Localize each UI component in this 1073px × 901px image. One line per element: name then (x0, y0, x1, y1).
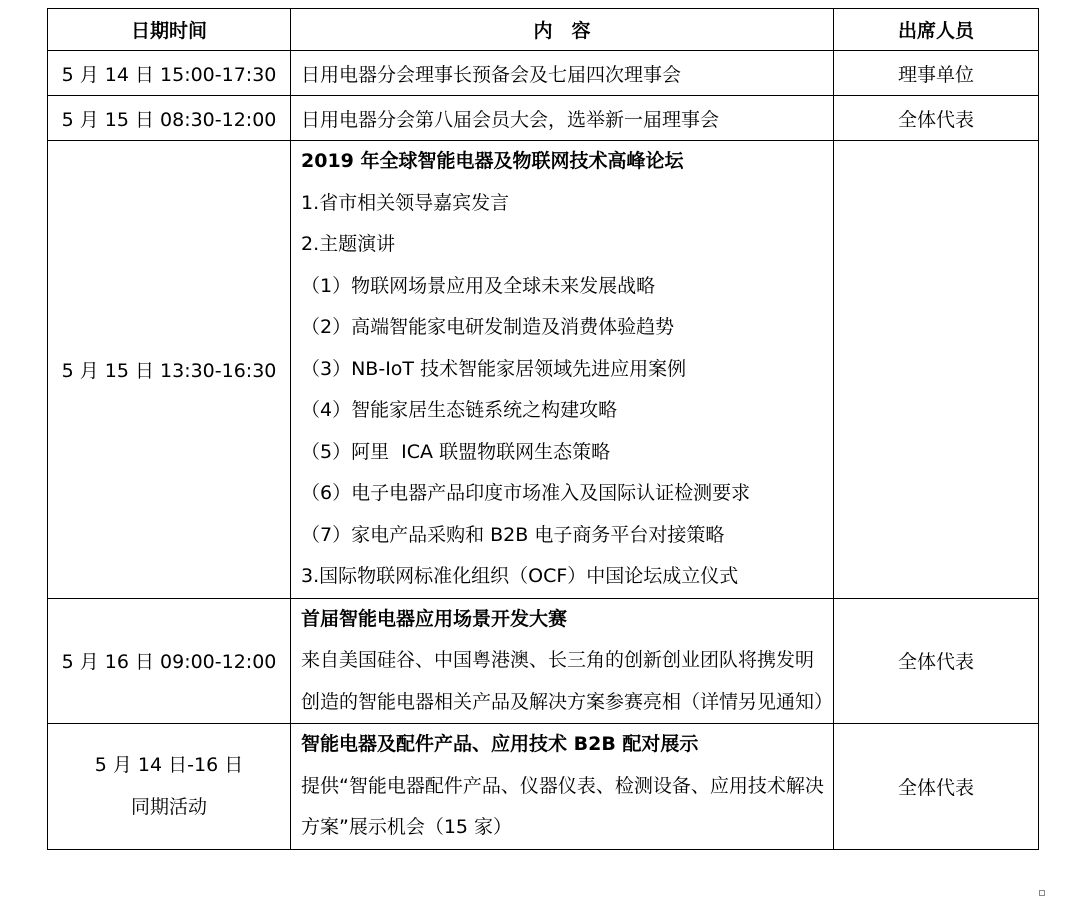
row-content: 日用电器分会理事长预备会及七届四次理事会 (291, 51, 834, 96)
row-content: 日用电器分会第八届会员大会，选举新一届理事会 (291, 96, 834, 141)
row-attendees: 全体代表 (834, 724, 1039, 850)
agenda-item: （5）阿里 ICA 联盟物联网生态策略 (301, 440, 611, 463)
page-corner-mark (1039, 890, 1045, 896)
table-row (48, 598, 1039, 724)
row-date (48, 724, 291, 850)
row-attendees: 全体代表 (834, 598, 1039, 724)
table-row (48, 724, 1039, 850)
row-content (291, 598, 834, 724)
table-row (48, 141, 1039, 599)
header-attendees: 出席人员 (834, 9, 1039, 51)
row-attendees (834, 141, 1039, 599)
row-date: 5 月 14 日 15:00-17:30 (48, 51, 291, 96)
row-date: 5 月 15 日 08:30-12:00 (48, 96, 291, 141)
row-content (291, 724, 834, 850)
agenda-item: 2.主题演讲 (301, 233, 396, 255)
row-date-note: 同期活动 (130, 796, 207, 819)
header-content: 内 容 (291, 9, 834, 51)
row-attendees: 理事单位 (834, 51, 1039, 96)
schedule-table (47, 8, 1039, 850)
header-row (48, 9, 1039, 51)
expo-title: 智能电器及配件产品、应用技术 B2B 配对展示 (301, 733, 699, 755)
agenda-item: 3.国际物联网标准化组织（OCF）中国论坛成立仪式 (301, 565, 739, 587)
agenda-item: （7）家电产品采购和 B2B 电子商务平台对接策略 (301, 523, 725, 546)
header-date-time: 日期时间 (48, 9, 291, 51)
agenda-item: （6）电子电器产品印度市场准入及国际认证检测要求 (301, 482, 751, 504)
agenda-item: （2）高端智能家电研发制造及消费体验趋势 (301, 316, 675, 338)
table-row (48, 96, 1039, 141)
row-date: 5 月 15 日 13:30-16:30 (48, 141, 291, 599)
row-attendees: 全体代表 (834, 96, 1039, 141)
row-date: 5 月 16 日 09:00-12:00 (48, 598, 291, 724)
agenda-item: （3）NB-IoT 技术智能家居领域先进应用案例 (301, 357, 687, 380)
table-row (48, 51, 1039, 96)
contest-title: 首届智能电器应用场景开发大赛 (301, 607, 568, 630)
expo-description: 提供“智能电器配件产品、仪器仪表、检测设备、应用技术解决方案”展示机会（15 家） (301, 774, 824, 838)
forum-title: 2019 年全球智能电器及物联网技术高峰论坛 (301, 150, 684, 172)
agenda-item: （4）智能家居生态链系统之构建攻略 (301, 399, 618, 421)
contest-description: 来自美国硅谷、中国粤港澳、长三角的创新创业团队将携发明创造的智能电器相关产品及解决方案参赛亮相（详情另见通知） (301, 649, 834, 713)
agenda-item: 1.省市相关领导嘉宾发言 (301, 191, 510, 214)
row-content (291, 141, 834, 599)
row-date-range: 5 月 14 日-16 日 (94, 754, 244, 777)
agenda-item: （1）物联网场景应用及全球未来发展战略 (301, 274, 656, 297)
